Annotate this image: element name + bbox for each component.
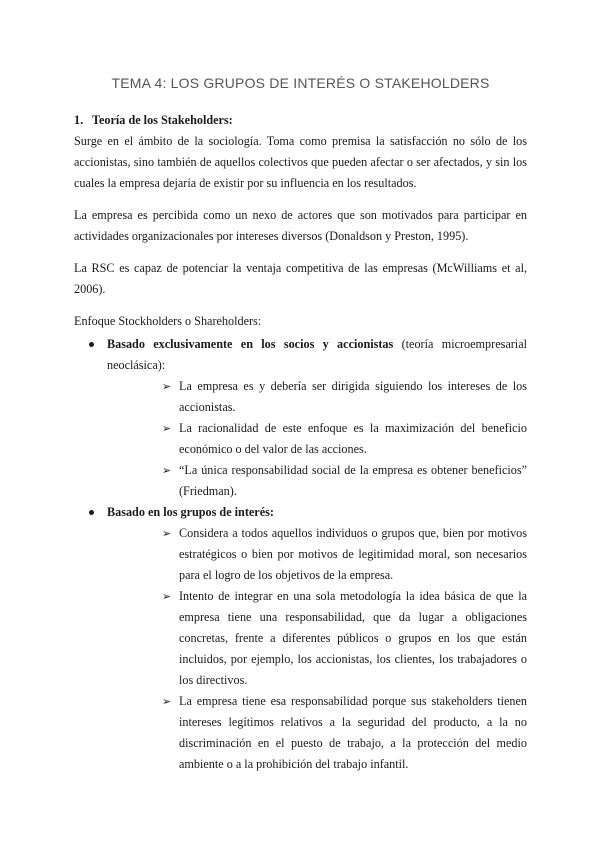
section-number: 1. [74, 113, 84, 127]
enfoque-label: Enfoque Stockholders o Shareholders: [74, 314, 262, 328]
sub-item [107, 418, 527, 460]
sub-item-text: Intento de integrar en una sola metodología la idea básica de que la empresa tiene una responsabilidad, que da lugar a obligaciones concretas, frente a diferentes públicos o grupos en los que están incluidos, por ejemplo, los accionistas, los clientes, los trabajadores o los directivos. [179, 589, 527, 687]
bullet-rest-text: (teoría microempresarial neoclásica): [107, 337, 527, 372]
paragraph-3: La RSC es capaz de potenciar la ventaja competitiva de las empresas (McWilliams et al, 2006). [74, 261, 527, 296]
arrow-bullet-icon: ➢ [162, 380, 172, 393]
bullet-text [107, 502, 527, 523]
bullet-item-stakeholders [74, 502, 527, 775]
bullet-dot-icon [89, 510, 94, 515]
sub-item [107, 586, 527, 691]
sub-item [107, 691, 527, 775]
sub-item-text: La empresa es y debería ser dirigida siguiendo los intereses de los accionistas. [179, 379, 527, 414]
bullet-bold-text: Basado exclusivamente en los socios y accionistas [107, 337, 394, 351]
sub-list [107, 376, 527, 502]
sub-item [107, 523, 527, 586]
page-title: TEMA 4: LOS GRUPOS DE INTERÉS O STAKEHOLDERS [111, 75, 490, 91]
sub-item [107, 376, 527, 418]
sub-item-text: La empresa tiene esa responsabilidad porque sus stakeholders tienen intereses legítimos relativos a la seguridad del producto, a la no discriminación en el puesto de trabajo, a la protección del medio ambiente o a la prohibición del trabajo infantil. [179, 694, 527, 771]
bullet-text [107, 334, 527, 376]
bullet-item-stockholders [74, 334, 527, 502]
sub-item [107, 460, 527, 502]
bullet-dot-icon [89, 342, 94, 347]
arrow-bullet-icon: ➢ [162, 695, 172, 708]
sub-item-text: Considera a todos aquellos individuos o grupos que, bien por motivos estratégicos o bien por motivos de legitimidad moral, son necesarios para el logro de los objetivos de la empresa. [179, 526, 527, 582]
arrow-bullet-icon: ➢ [162, 527, 172, 540]
paragraph-1: Surge en el ámbito de la sociología. Toma como premisa la satisfacción no sólo de los accionistas, sino también de aquellos colectivos que pueden afectar o ser afectados, y sin los cuales la empresa dejaría de existir por su influencia en los resultados. [74, 134, 527, 190]
sub-item-text: La racionalidad de este enfoque es la maximización del beneficio económico o del valor de las acciones. [179, 421, 527, 456]
bullet-bold-text: Basado en los grupos de interés: [107, 505, 274, 519]
sub-item-text: “La única responsabilidad social de la empresa es obtener beneficios” (Friedman). [179, 463, 527, 498]
sub-list [107, 523, 527, 775]
arrow-bullet-icon: ➢ [162, 422, 172, 435]
arrow-bullet-icon: ➢ [162, 464, 172, 477]
section-heading [74, 110, 527, 131]
arrow-bullet-icon: ➢ [162, 590, 172, 603]
document-content [74, 68, 527, 775]
paragraph-2: La empresa es percibida como un nexo de actores que son motivados para participar en actividades organizacionales por intereses diversos (Donaldson y Preston, 1995). [74, 208, 527, 243]
section-heading-text: Teoría de los Stakeholders: [92, 113, 233, 127]
bullet-list [74, 334, 527, 775]
